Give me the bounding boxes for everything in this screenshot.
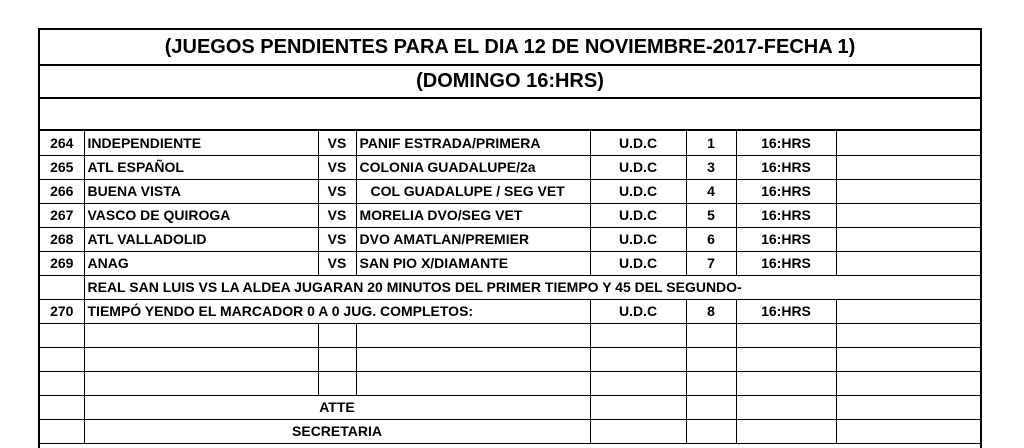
vs-label: VS <box>318 131 356 155</box>
home-team: BUENA VISTA <box>84 179 318 203</box>
home-team: ATL ESPAÑOL <box>84 155 318 179</box>
field-number: 1 <box>686 131 736 155</box>
special-note-line1: REAL SAN LUIS VS LA ALDEA JUGARAN 20 MINUTOS DEL PRIMER TIEMPO Y 45 DEL SEGUNDO- <box>84 275 982 299</box>
game-time: 16:HRS <box>736 131 836 155</box>
away-team: DVO AMATLAN/PREMIER <box>356 227 590 251</box>
schedule-sheet <box>38 28 982 448</box>
venue: U.D.C <box>590 299 686 323</box>
game-number: 267 <box>40 203 84 227</box>
venue: U.D.C <box>590 203 686 227</box>
field-number: 3 <box>686 155 736 179</box>
table-row <box>40 131 982 155</box>
atte-label: ATTE <box>84 395 590 419</box>
away-team: COL GUADALUPE / SEG VET <box>356 179 590 203</box>
blank-cell <box>836 131 982 155</box>
venue: U.D.C <box>590 131 686 155</box>
venue: U.D.C <box>590 227 686 251</box>
game-time: 16:HRS <box>736 179 836 203</box>
vs-label: VS <box>318 251 356 275</box>
vs-label: VS <box>318 155 356 179</box>
table-row <box>40 179 982 203</box>
field-number: 6 <box>686 227 736 251</box>
game-number: 270 <box>40 299 84 323</box>
table-row <box>40 299 982 323</box>
venue: U.D.C <box>590 155 686 179</box>
game-number: 266 <box>40 179 84 203</box>
game-time: 16:HRS <box>736 299 836 323</box>
home-team: INDEPENDIENTE <box>84 131 318 155</box>
away-team: COLONIA GUADALUPE/2a <box>356 155 590 179</box>
field-number: 7 <box>686 251 736 275</box>
table-row <box>40 227 982 251</box>
game-number: 265 <box>40 155 84 179</box>
away-team: MORELIA DVO/SEG VET <box>356 203 590 227</box>
away-team: PANIF ESTRADA/PRIMERA <box>356 131 590 155</box>
game-number: 264 <box>40 131 84 155</box>
secretaria-label: SECRETARIA <box>84 419 590 443</box>
game-time: 16:HRS <box>736 251 836 275</box>
spacer-row <box>40 99 980 131</box>
home-team: VASCO DE QUIROGA <box>84 203 318 227</box>
empty-row <box>40 347 982 371</box>
blank-cell <box>836 251 982 275</box>
field-number: 8 <box>686 299 736 323</box>
blank-cell <box>836 179 982 203</box>
away-team: SAN PIO X/DIAMANTE <box>356 251 590 275</box>
venue: U.D.C <box>590 179 686 203</box>
empty-row <box>40 371 982 395</box>
home-team: ANAG <box>84 251 318 275</box>
signature-row <box>40 419 982 443</box>
special-note-line2: TIEMPÓ YENDO EL MARCADOR 0 A 0 JUG. COMPLETOS: <box>84 299 590 323</box>
vs-label: VS <box>318 179 356 203</box>
game-number: 268 <box>40 227 84 251</box>
table-row <box>40 155 982 179</box>
table-row <box>40 251 982 275</box>
empty-row <box>40 323 982 347</box>
blank-cell <box>40 275 84 299</box>
field-number: 4 <box>686 179 736 203</box>
home-team: ATL VALLADOLID <box>84 227 318 251</box>
blank-cell <box>836 203 982 227</box>
vs-label: VS <box>318 203 356 227</box>
venue: U.D.C <box>590 251 686 275</box>
blank-cell <box>836 227 982 251</box>
signature-row <box>40 395 982 419</box>
note-row <box>40 275 982 299</box>
game-time: 16:HRS <box>736 227 836 251</box>
blank-cell <box>836 155 982 179</box>
page-subtitle: (DOMINGO 16:HRS) <box>40 66 980 99</box>
vs-label: VS <box>318 227 356 251</box>
game-number: 269 <box>40 251 84 275</box>
table-row <box>40 203 982 227</box>
page-title: (JUEGOS PENDIENTES PARA EL DIA 12 DE NOVIEMBRE-2017-FECHA 1) <box>40 30 980 66</box>
field-number: 5 <box>686 203 736 227</box>
games-table <box>40 131 982 444</box>
game-time: 16:HRS <box>736 203 836 227</box>
game-time: 16:HRS <box>736 155 836 179</box>
blank-cell <box>836 299 982 323</box>
